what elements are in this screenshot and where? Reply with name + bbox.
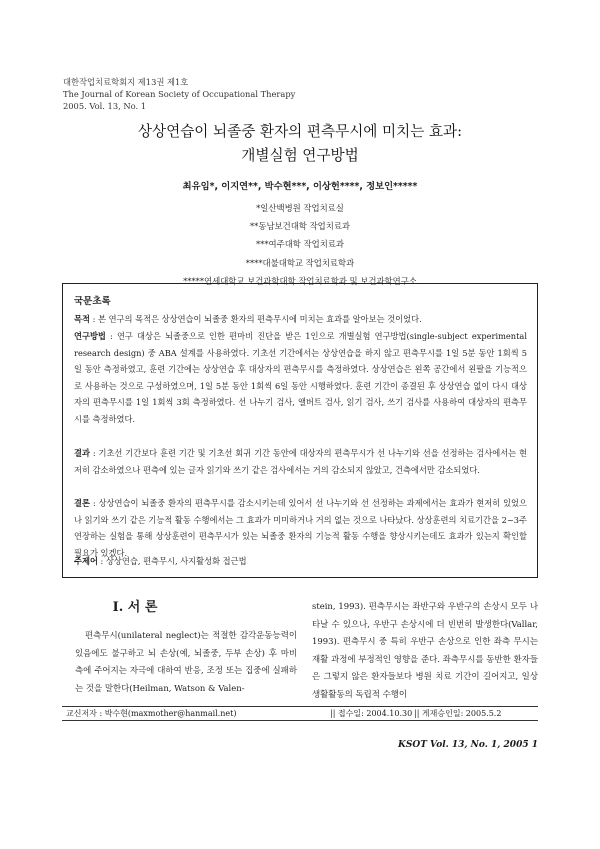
abstract-method: 연구방법 : 연구 대상은 뇌졸중으로 인한 편마비 진단을 받은 1인으로 개별실험 연구방법(single-subject experimental research design) 중 ABA 설계를 사용하였다. 기초선 기간에서는 상상연습을 하지 않고 편측무시를 1일 5분 동안 1회씩 5일 동안 측정하였고, 훈련 기간에는 상상연습 후 대상자의 편측무시를 측정하였다. 상상연습은 왼쪽 공간에서 왼팔을 기능적으로 사용하는 것으로 구성하였으며, 1일 5분 동안 1회씩 6일 동안 시행하였다. 훈련 기간이 종결된 후 상상연습 없이 다시 대상자의 편측무시를 1일 1회씩 3회 측정하였다. 선 나누기 검사, 앨버트 검사, 읽기 검사, 쓰기 검사를 사용하여 대상자의 편측무시를 측정하였다. xyxy=(74,331,527,424)
affiliation-5: *****연세대학교 보건과학대학 작업치료학과 및 보건과학연구소 xyxy=(183,275,417,286)
journal-header xyxy=(63,76,295,112)
paper-title-line-1: 상상연습이 뇌졸중 환자의 편측무시에 미치는 효과: xyxy=(137,123,463,140)
affiliation-2: **동남보건대학 작업치료과 xyxy=(249,221,351,232)
results-text: 기초선 기간보다 훈련 기간 및 기초선 회귀 기간 동안에 대상자의 편측무시가 선 나누기와 선을 선정하는 검사에서는 현저히 감소하였으나 편측에 있는 글자 읽기와 쓰기 같은 검사에서는 거의 감소되지 않았고, 건측에서만 감소되었다. xyxy=(74,448,527,475)
affiliation-3: ***여주대학 작업치료과 xyxy=(255,239,345,250)
abstract-results: 결과 : 기초선 기간보다 훈련 기간 및 기초선 회귀 기간 동안에 대상자의 편측무시가 선 나누기와 선을 선정하는 검사에서는 현저히 감소하였으나 편측에 있는 글자 읽기와 쓰기 같은 검사에서는 거의 감소되지 않았고, 건측에서만 감소되었다. xyxy=(74,448,527,475)
received-date: || 접수일: 2004.10.30 xyxy=(330,709,413,718)
abstract-purpose: 목적 : 본 연구의 목적은 상상연습이 뇌졸중 환자의 편측무시에 미치는 효과를 알아보는 것이었다. xyxy=(74,314,422,324)
affiliation-list xyxy=(0,199,600,290)
method-text: 연구 대상은 뇌졸중으로 인한 편마비 진단을 받은 1인으로 개별실험 연구방법(single-subject experimental research design) 중 ABA 설계를 사용하였다. 기초선 기간에서는 상상연습을 하지 않고 편측무시를 1일 5분 동안 1회씩 5일 동안 측정하였고, 훈련 기간에는 상상연습 후 대상자의 편측무시를 측정하였다. 상상연습은 왼쪽 공간에서 왼팔을 기능적으로 사용하는 것으로 구성하였으며, 1일 5분 동안 1회씩 6일 동안 시행하였다. 훈련 기간이 종결된 후 상상연습 없이 다시 대상자의 편측무시를 1일 1회씩 3회 측정하였다. 선 나누기 검사, 앨버트 검사, 읽기 검사, 쓰기 검사를 사용하여 대상자의 편측무시를 측정하였다. xyxy=(74,331,527,424)
page-footer-label: KSOT Vol. 13, No. 1, 2005 1 xyxy=(398,740,538,750)
abstract-box xyxy=(62,283,538,578)
keywords-text: 상상연습, 편측무시, 사지활성화 접근법 xyxy=(105,556,247,566)
results-label: 결과 xyxy=(74,448,90,458)
abstract-conclusion: 결론 : 상상연습이 뇌졸중 환자의 편측무시를 감소시키는데 있어서 선 나누기와 선 선정하는 과제에서는 효과가 현저히 있었으나 읽기와 쓰기 같은 기능적 활동 수행에서는 그 효과가 미미하거나 거의 없는 것으로 나타났다. 상상훈련의 치료기간을 2~3주 연장하는 실험을 통해 상상훈련이 편측무시가 있는 뇌졸중 환자의 기능적 활동 수행을 향상시키는데도 효과가 있는지 확인할 필요가 있겠다. xyxy=(74,498,527,558)
purpose-label: 목적 xyxy=(74,314,90,324)
abstract-heading: 국문초록 xyxy=(74,296,111,307)
intro-left-column: 편측무시(unilateral neglect)는 적절한 감각운동능력이 있음에도 불구하고 뇌 손상(예, 뇌졸중, 두부 손상) 후 마비 측에 주어지는 자극에 대하여 반응, 조정 또는 집중에 실패하는 것을 말한다(Heilman, Watson & Valen- xyxy=(75,630,297,693)
journal-korean-title: 대한작업치료학회지 제13권 제1호 xyxy=(63,77,189,87)
journal-volume: 2005. Vol. 13, No. 1 xyxy=(63,101,147,111)
method-label: 연구방법 xyxy=(74,331,106,341)
section-heading: I. 서 론 xyxy=(112,600,158,615)
keywords-label: 주제어 xyxy=(74,556,98,566)
author-list: 최유임*, 이지연**, 박수현***, 이상헌****, 정보인***** xyxy=(182,181,418,192)
paper-title-line-2: 개별실험 연구방법 xyxy=(241,147,359,164)
affiliation-1: *일산백병원 작업치료실 xyxy=(256,203,344,213)
purpose-text: 본 연구의 목적은 상상연습이 뇌졸중 환자의 편측무시에 미치는 효과를 알아보는 것이었다. xyxy=(97,314,422,324)
correspondence-note: 교신저자 : 박수현(maxmother@hanmail.net) xyxy=(66,709,237,718)
abstract-keywords: 주제어 : 상상연습, 편측무시, 사지활성화 접근법 xyxy=(74,556,247,566)
intro-right-column: stein, 1993). 편측무시는 좌반구와 우반구의 손상시 모두 나타날 수 있으나, 우반구 손상시에 더 빈번히 발생한다(Vallar, 1993). 편측무시 중 특히 우반구 손상으로 인한 좌측 무시는 재활 과정에 부정적인 영향을 준다. 좌측무시를 동반한 환자들은 그렇지 않은 환자들보다 병원 치료 기간이 길어지고, 일상생활활동의 독립적 수행이 xyxy=(312,601,538,699)
journal-english-title: The Journal of Korean Society of Occupational Therapy xyxy=(63,89,296,99)
footer-rule-bottom xyxy=(62,720,538,721)
conclusion-label: 결론 xyxy=(74,498,90,508)
conclusion-text: 상상연습이 뇌졸중 환자의 편측무시를 감소시키는데 있어서 선 나누기와 선 선정하는 과제에서는 효과가 현저히 있었으나 읽기와 쓰기 같은 기능적 활동 수행에서는 그 효과가 미미하거나 거의 없는 것으로 나타났다. 상상훈련의 치료기간을 2~3주 연장하는 실험을 통해 상상훈련이 편측무시가 있는 뇌졸중 환자의 기능적 활동 수행을 향상시키는데도 효과가 있는지 확인할 필요가 있겠다. xyxy=(74,498,527,558)
affiliation-4: ****대불대학교 작업치료학과 xyxy=(245,257,355,268)
accepted-date: || 게재승인일: 2005.5.2 xyxy=(414,709,502,718)
